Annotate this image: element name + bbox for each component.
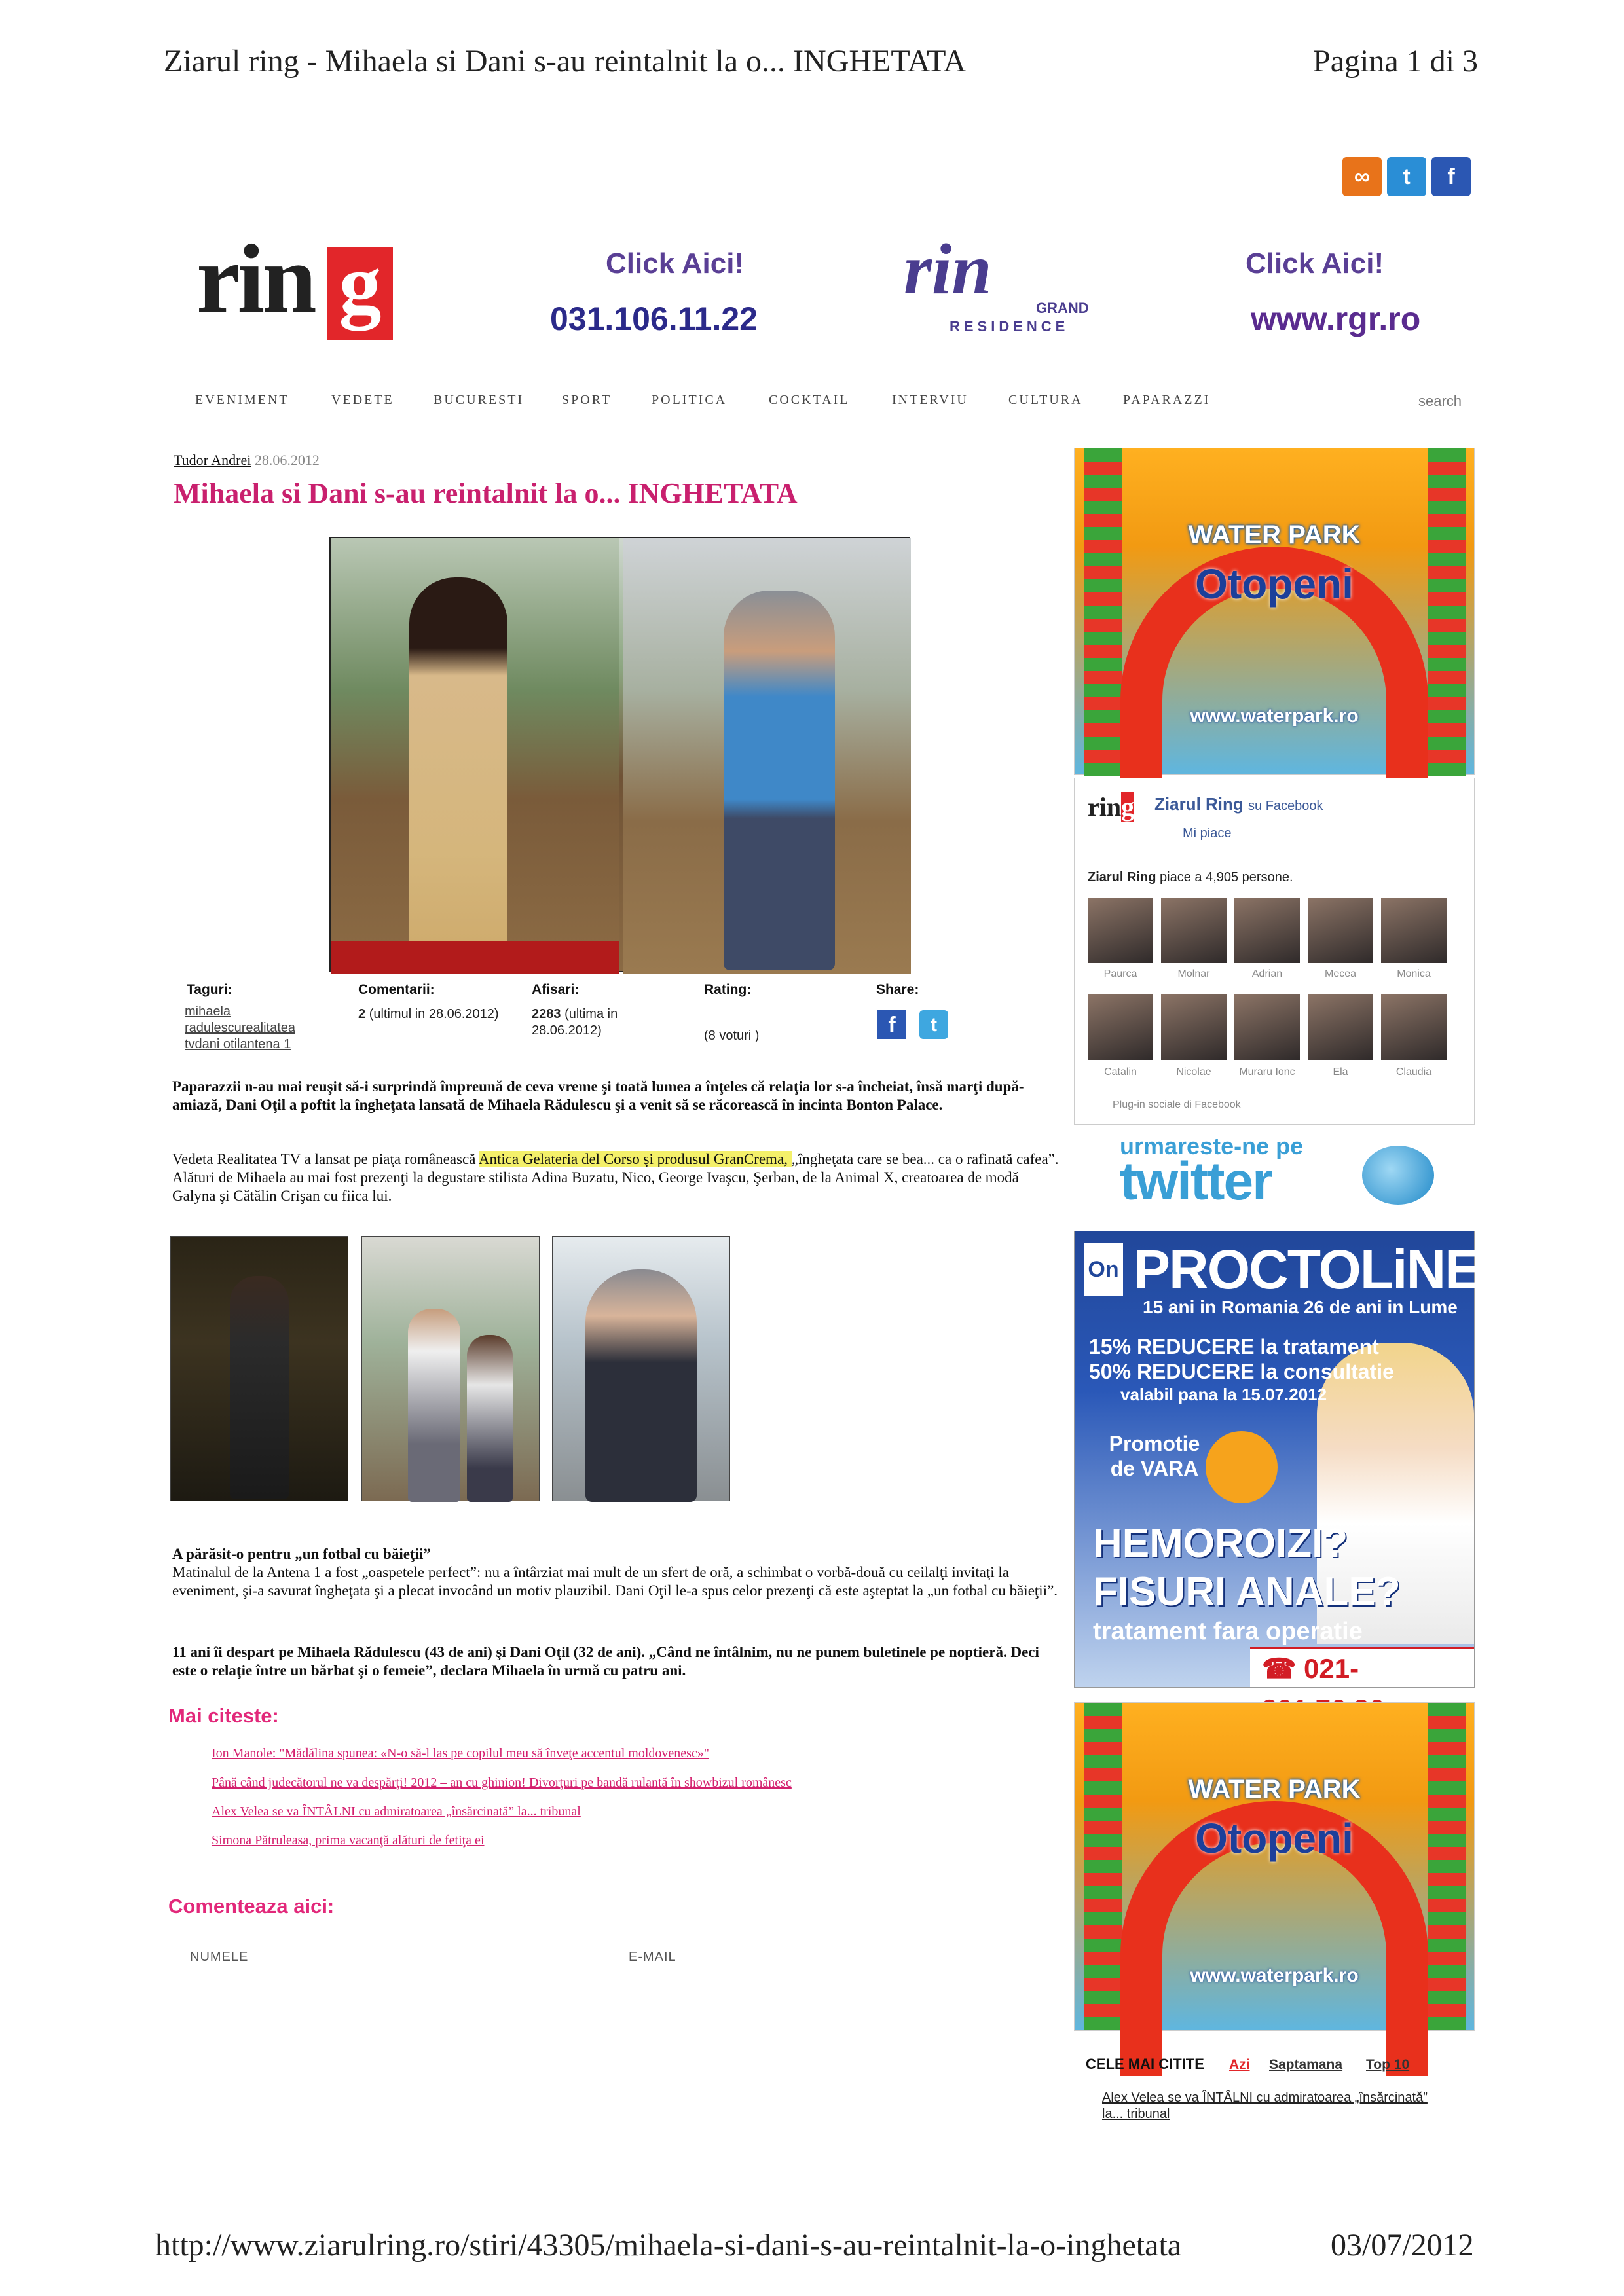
ad-headline-line: HEMOROIZI? xyxy=(1093,1521,1348,1566)
ad-click-label: Click Aici! xyxy=(606,247,745,280)
rin-grand-residence-logo[interactable] xyxy=(897,229,1094,346)
highlighted-text: Antica Gelateria del Corso şi produsul GranCrema, xyxy=(478,1151,792,1167)
print-footer-date: 03/07/2012 xyxy=(1331,2228,1474,2263)
photo-figure xyxy=(585,1269,697,1502)
article-lead: Paparazzii n-au mai reuşit să-i surprindă împreună de ceva vreme şi toată lumea a înţeles că relaţia lor s-a încheiat, însă marţi după-amiază, Dani Oţil a poftit la îngheţata lansată de Mihaela Rădulescu şi a venit să se răcorească în incinta Bonton Palace. xyxy=(172,1078,1024,1113)
fan-name[interactable]: Adrian xyxy=(1251,968,1283,979)
waterpark-title xyxy=(1075,520,1474,550)
fan-name[interactable]: Paurca xyxy=(1103,968,1137,979)
fan-name[interactable]: Claudia xyxy=(1395,1066,1432,1078)
fan-avatar[interactable] xyxy=(1381,898,1447,963)
rating-votes: (8 voturi ) xyxy=(704,1029,760,1043)
fb-page-title: Ziarul Ring xyxy=(1154,794,1244,814)
rin-logo-residence: RESIDENCE xyxy=(950,318,1069,335)
byline xyxy=(174,452,320,469)
ad-headline xyxy=(1093,1520,1401,1616)
proctoline-brand: PROCTOLiNE xyxy=(1134,1239,1481,1300)
offer-line: 50% REDUCERE la consultatie xyxy=(1089,1360,1394,1383)
waterpark-word: WATER xyxy=(1188,1775,1281,1804)
logo-text: rin xyxy=(196,225,314,333)
fan-avatar[interactable] xyxy=(1308,994,1373,1060)
fan-avatar[interactable] xyxy=(1308,898,1373,963)
article-paragraph: Matinalul de la Antena 1 a fost „oaspetele perfect”: nu a întârziat mai mult de un sfert de oră, a schimbat o vorbă-două cu ceilalţi invitaţi la eveniment, şi-a savurat îngheţata şi a plecat invocând un motiv plauzibil. Dani Oţil le-a spus celor prezenţi că este aşteptat la „un fotbal cu băieţii”. xyxy=(172,1564,1058,1599)
paragraph-text: Vedeta Realitatea TV a lansat pe piaţa românească xyxy=(172,1151,479,1167)
paragraph-text: „îngheţata care se bea... ca o rafinată cafea”. Alături de Mihaela au mai fost prezenţi la degustare stilista Adina Buzatu, Nico, George Ivaşcu, Şerban, de la Animal X, creatoarea de modă Galyna şi Cătălin Crişan cu fiica lui. xyxy=(172,1151,1059,1204)
sun-icon xyxy=(1206,1431,1278,1503)
article-closing: 11 ani îi despart pe Mihaela Rădulescu (43 de ani) şi Dani Oţil (32 de ani). „Când ne întâlnim, nu ne punem buletinele pe noptieră. Deci este o relaţie între un bărbat şi o femeie”, declara Mihaela în urmă cu patru ani. xyxy=(172,1644,1039,1679)
tag-link[interactable]: tvdani otilantena 1 xyxy=(185,1037,291,1051)
article-paragraph xyxy=(172,1150,1063,1205)
related-article-link[interactable]: Simona Pătruleasa, prima vacanţă alături de fetiţa ei xyxy=(212,1833,485,1848)
phone-icon: ☎ xyxy=(1262,1653,1297,1684)
fan-avatar[interactable] xyxy=(1381,994,1447,1060)
proctoline-ad[interactable] xyxy=(1074,1231,1481,1688)
nav-paparazzi[interactable]: PAPARAZZI xyxy=(1123,393,1211,407)
gallery-photo[interactable] xyxy=(361,1236,540,1501)
search-input[interactable]: search xyxy=(1418,393,1462,409)
ad-headline-line: FISURI ANALE? xyxy=(1093,1569,1401,1614)
nav-cocktail[interactable]: COCKTAIL xyxy=(769,393,850,407)
offer-line: 15% REDUCERE la tratament xyxy=(1089,1335,1379,1358)
promo-label: Promotie de VARA xyxy=(1109,1432,1200,1480)
facebook-icon[interactable]: f xyxy=(1431,157,1471,196)
fb-like-count xyxy=(1088,870,1293,885)
proctoline-logo: On xyxy=(1084,1243,1123,1296)
print-page-number: Pagina 1 di 3 xyxy=(1313,44,1478,79)
views-note: (ultima in 28.06.2012) xyxy=(532,1007,618,1038)
email-field[interactable] xyxy=(629,1969,1022,1992)
fb-count-text: piace a 4,905 persone. xyxy=(1160,870,1293,884)
tab-top10[interactable]: Top 10 xyxy=(1366,2057,1410,2072)
photo-figure xyxy=(408,1309,460,1502)
share-twitter-icon[interactable]: t xyxy=(919,1010,948,1039)
header-ad-left[interactable] xyxy=(550,242,799,354)
waterpark-url: www.waterpark.ro xyxy=(1190,1965,1359,1986)
tag-link[interactable]: radulescurealitatea xyxy=(185,1021,295,1035)
twitter-ad-line1: urmareste-ne pe xyxy=(1120,1133,1304,1159)
article-main-photo[interactable] xyxy=(329,537,910,972)
most-read-item[interactable]: Alex Velea se va ÎNTÂLNI cu admiratoarea „însărcinată” la... tribunal xyxy=(1102,2090,1428,2121)
proctoline-tagline: 15 ani in Romania 26 de ani in Lume xyxy=(1143,1297,1458,1317)
nav-cultura[interactable]: CULTURA xyxy=(1008,393,1083,407)
facebook-like-box xyxy=(1074,778,1475,1125)
comments-number: 2 xyxy=(358,1007,366,1021)
comments-label: Comentarii: xyxy=(358,982,435,997)
waterpark-city: Otopeni xyxy=(1195,1815,1354,1862)
tab-azi[interactable]: Azi xyxy=(1229,2057,1250,2072)
views-label: Afisari: xyxy=(532,982,580,997)
twitter-follow-ad[interactable] xyxy=(1120,1133,1460,1211)
rating-label: Rating: xyxy=(704,982,752,997)
woman-figure xyxy=(409,577,507,970)
email-field-label: E-MAIL xyxy=(629,1950,676,1964)
views-count xyxy=(532,1006,656,1039)
rss-icon[interactable]: ∞ xyxy=(1342,157,1382,196)
nav-bucuresti[interactable]: BUCURESTI xyxy=(434,393,525,407)
fb-count-name: Ziarul Ring xyxy=(1088,870,1156,884)
name-field[interactable] xyxy=(190,1969,583,1992)
most-read-heading: CELE MAI CITITE xyxy=(1086,2056,1204,2072)
article-subheading: A părăsit-o pentru „un fotbal cu băieţii” xyxy=(172,1546,431,1562)
waterpark-word: PARK xyxy=(1288,1775,1361,1804)
nav-politica[interactable]: POLITICA xyxy=(652,393,728,407)
fan-avatar[interactable] xyxy=(1088,898,1153,963)
fan-avatar[interactable] xyxy=(1161,994,1227,1060)
comment-heading: Comenteaza aici: xyxy=(168,1895,335,1918)
fan-name[interactable]: Ela xyxy=(1333,1066,1348,1078)
red-carpet xyxy=(331,941,619,974)
ad-phone xyxy=(1250,1647,1474,1687)
nav-vedete[interactable]: VEDETE xyxy=(331,393,394,407)
fan-avatar[interactable] xyxy=(1161,898,1227,963)
photo-figure xyxy=(467,1335,513,1502)
print-footer-url: http://www.ziarulring.ro/stiri/43305/mihaela-si-dani-s-au-reintalnit-la-o-inghetata xyxy=(155,2228,1182,2263)
share-facebook-icon[interactable]: f xyxy=(877,1010,906,1039)
ad-click-label: Click Aici! xyxy=(1246,247,1384,280)
man-figure xyxy=(724,591,835,970)
ad-phone: 031.106.11.22 xyxy=(550,301,758,337)
logo-badge: g xyxy=(327,247,393,340)
fan-name[interactable]: Muraru Ionc xyxy=(1239,1066,1295,1078)
rin-logo-word: rin xyxy=(904,229,992,309)
tags-label: Taguri: xyxy=(187,982,232,997)
waterpark-title xyxy=(1075,1775,1474,1804)
share-label: Share: xyxy=(876,982,919,997)
twitter-icon[interactable]: t xyxy=(1387,157,1426,196)
fb-like-button[interactable]: Mi piace xyxy=(1183,826,1232,841)
fb-page-suffix: su Facebook xyxy=(1248,799,1323,813)
fan-name[interactable]: Monica xyxy=(1397,968,1431,979)
tag-link[interactable]: mihaela xyxy=(185,1004,231,1019)
fan-name[interactable]: Nicolae xyxy=(1176,1066,1211,1078)
ad-url: www.rgr.ro xyxy=(1251,301,1421,337)
author-link[interactable]: Tudor Andrei xyxy=(174,452,251,468)
ad-phone-number: 021- xyxy=(1304,1653,1359,1684)
nav-sport[interactable]: SPORT xyxy=(562,393,612,407)
offer-validity: valabil pana la 15.07.2012 xyxy=(1120,1385,1327,1404)
fan-avatar[interactable] xyxy=(1234,994,1300,1060)
twitter-bird-icon xyxy=(1362,1146,1434,1205)
article-date: 28.06.2012 xyxy=(254,452,320,468)
name-field-label: NUMELE xyxy=(190,1950,249,1964)
gallery-photo[interactable] xyxy=(552,1236,730,1501)
comments-note: (ultimul in 28.06.2012) xyxy=(369,1007,499,1021)
waterpark-word: WATER xyxy=(1188,520,1281,549)
fb-page-logo: ring xyxy=(1088,792,1135,822)
article-title: Mihaela si Dani s-au reintalnit la o... INGHETATA xyxy=(174,477,798,509)
print-header-title: Ziarul ring - Mihaela si Dani s-au reintalnit la o... INGHETATA xyxy=(164,44,967,79)
waterpark-ad[interactable] xyxy=(1074,1702,1475,2031)
gallery-photo[interactable] xyxy=(170,1236,348,1501)
ad-treatment: tratament fara operatie xyxy=(1093,1618,1363,1645)
fan-name[interactable]: Catalin xyxy=(1104,1066,1137,1078)
nav-eveniment[interactable]: EVENIMENT xyxy=(195,393,289,407)
related-article-link[interactable]: Până când judecătorul ne va despărţi! 2012 – an cu ghinion! Divorţuri pe bandă rulantă în showbizul românesc xyxy=(212,1776,792,1790)
fb-plugin-label[interactable]: Plug-in sociale di Facebook xyxy=(1113,1099,1241,1110)
comments-count xyxy=(358,1006,499,1023)
photo-figure xyxy=(230,1276,289,1499)
fb-page-name[interactable] xyxy=(1154,794,1323,814)
header-ad-right[interactable] xyxy=(1238,242,1460,354)
nav-interviu[interactable]: INTERVIU xyxy=(892,393,969,407)
fan-avatar[interactable] xyxy=(1088,994,1153,1060)
related-article-link[interactable]: Alex Velea se va ÎNTÂLNI cu admiratoarea „însărcinată” la... tribunal xyxy=(212,1804,581,1819)
tab-saptamana[interactable]: Saptamana xyxy=(1269,2057,1343,2072)
fan-avatar[interactable] xyxy=(1234,898,1300,963)
waterpark-ad[interactable] xyxy=(1074,448,1475,775)
waterpark-word: PARK xyxy=(1288,520,1361,549)
read-more-heading: Mai citeste: xyxy=(168,1704,279,1727)
fan-name[interactable]: Molnar xyxy=(1177,968,1210,979)
views-number: 2283 xyxy=(532,1007,561,1021)
waterpark-city: Otopeni xyxy=(1195,560,1354,608)
related-article-link[interactable]: Ion Manole: "Mădălina spunea: «N-o să-l las pe copilul meu să înveţe accentul moldovenesc»" xyxy=(212,1746,709,1760)
fan-name[interactable]: Mecea xyxy=(1324,968,1357,979)
twitter-ad-line2: twitter xyxy=(1120,1152,1272,1211)
waterpark-url: www.waterpark.ro xyxy=(1190,705,1359,727)
rin-logo-grand: GRAND xyxy=(1036,300,1089,316)
site-logo[interactable] xyxy=(196,223,399,354)
